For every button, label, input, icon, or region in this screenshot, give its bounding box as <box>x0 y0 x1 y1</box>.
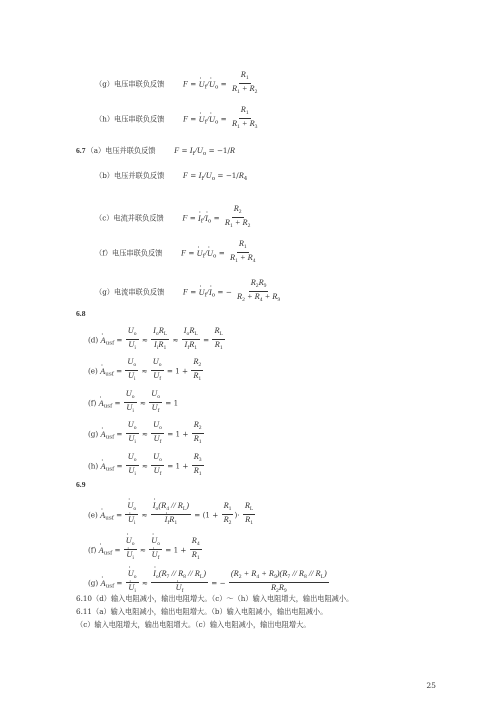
eq-6-9-g: $(g) \cdot A_{usf}$ = · $U_o$ · $U_i$ ≈ · $I_o(R_7 // R_8 // R_L)$ · $U_f$ = − $\frac{(R_2 + R_4 + R_9)(R_7 // R_8 // R_L)}{R_2R_9}$ <box>88 570 330 597</box>
section-6-9: 6.9 <box>76 480 86 489</box>
eq-6-8-d: $(d) \cdot A_{usf}$ = $\frac{U_o}{U_i}$ ≈ $\frac{I_oR_L}{I_iR_1}$ ≈ $\frac{I_oR_L}{I_fR_1}$ = $\frac{R_L}{R_1}$ <box>88 327 226 354</box>
eq-6-9-f: $(f) \cdot A_{usf}$ = · $U_o$ · $U_i$ ≈ · $U_o$ · $U_f$ = 1 + $\frac{R_4}{R_1}$ <box>88 537 203 564</box>
line-h-1: （h）电压串联负反馈 F = · $U_f/\cdot U_o$ = $\frac{R_1}{R_1 + R_3}$ <box>95 106 260 133</box>
answer-6-10: 6.10（d）输入电阻减小，输出电阻增大。（c）～（h）输入电阻增大，输出电阻减小。 <box>76 594 354 603</box>
answer-6-11: 6.11（a）输入电阻减小，输出电阻增大。（b）输入电阻减小，输出电阻减小。 <box>76 607 328 616</box>
line-67g: （g）电流串联负反馈 F = · $U_f/\cdot I_o$ = − $\frac{R_2R_9}{R_2 + R_4 + R_9}$ <box>95 279 283 306</box>
eq-6-8-e: $(e) \cdot A_{usf}$ = $\frac{U_o}{U_i}$ ≈ $\frac{U_o}{U_f}$ = 1 + $\frac{R_2}{R_1}$ <box>88 358 204 385</box>
line-67b: （b）电压并联负反馈 $F = I_f/U_o = -1/R_4$ <box>95 171 248 182</box>
eq-6-8-h: $(h) \cdot A_{usf}$ = $\frac{U_o}{U_i}$ ≈ $\frac{U_o}{U_f}$ = 1 + $\frac{R_3}{R_1}$ <box>88 453 205 480</box>
eq-6-8-g: $(g) \cdot A_{usf}$ = $\frac{U_o}{U_i}$ ≈ $\frac{U_o}{U_f}$ = 1 + $\frac{R_2}{R_1}$ <box>88 421 205 448</box>
section-6-8: 6.8 <box>76 309 86 318</box>
page-number: 25 <box>426 681 436 690</box>
line-67f: （f）电压串联负反馈 F = · $U_f/\cdot U_o$ = $\frac{R_1}{R_1 + R_4}$ <box>95 240 259 267</box>
eq-6-9-e: $(e) \cdot A_{usf}$ = · $U_o$ · $U_i$ ≈ · $I_o(R_4 // R_L)$ · $I_fR_1$ = (1 + $\frac{R_1}{R_2}$ )· $\frac{R_L}{R_1}$ <box>88 502 256 529</box>
answer-6-11-cont: （c）输入电阻增大，输出电阻增大。（c）输入电阻减小，输出电阻增大。 <box>76 620 311 629</box>
line-g-1: （g）电压串联负反馈 F = · $U_f/\cdot U_o$ = $\frac{R_1}{R_1 + R_2}$ <box>95 71 260 98</box>
line-67c: （c）电流并联负反馈 F = · $I_f/\cdot I_o$ = $\frac{R_2}{R_1 + R_2}$ <box>95 205 253 232</box>
eq-6-8-f: $(f) \cdot A_{usf}$ = $\frac{U_o}{U_i}$ ≈ $\frac{U_o}{U_f}$ = 1 <box>88 390 178 417</box>
line-67a: 6.7（a）电压并联负反馈 $F = I_f/U_o = -1/R$ <box>76 146 235 157</box>
